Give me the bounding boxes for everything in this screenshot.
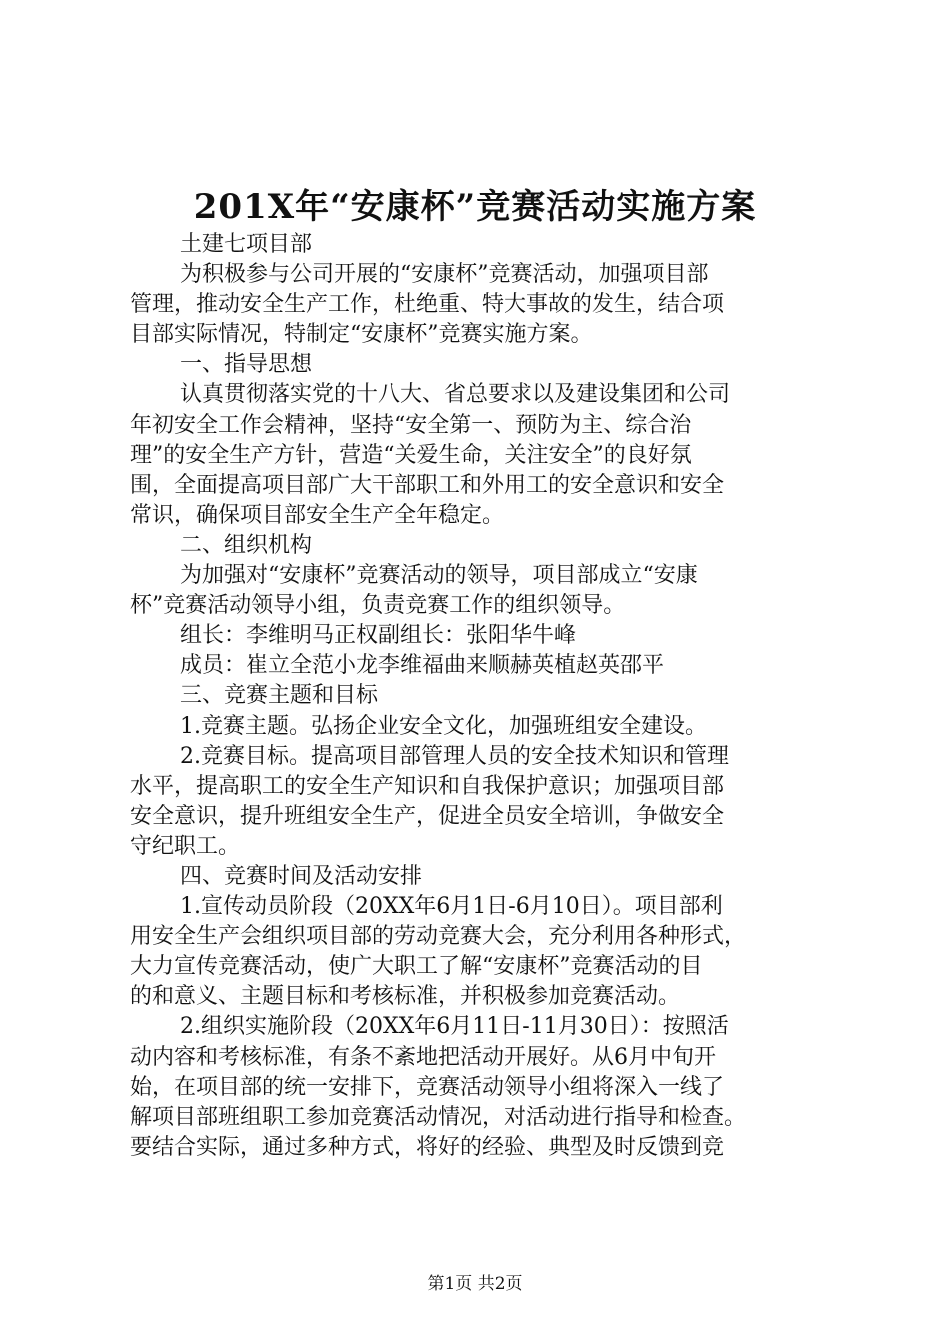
body-line: 始，在项目部的统一安排下，竞赛活动领导小组将深入一线了 [130,1074,725,1100]
document-body [130,230,830,1163]
body-line: 目部实际情况，特制定“安康杯”竞赛实施方案。 [130,322,593,348]
body-line: 大力宣传竞赛活动，使广大职工了解“安康杯”竞赛活动的目 [130,954,703,980]
body-line: 1.竞赛主题。弘扬企业安全文化，加强班组安全建设。 [180,713,707,739]
body-line: 围，全面提高项目部广大干部职工和外用工的安全意识和安全 [130,472,725,498]
body-line: 解项目部班组职工参加竞赛活动情况，对活动进行指导和检查。 [130,1104,747,1130]
body-line: 要结合实际，通过多种方式，将好的经验、典型及时反馈到竞 [130,1134,725,1160]
body-line: 2.竞赛目标。提高项目部管理人员的安全技术知识和管理 [180,743,729,769]
body-line: 动内容和考核标准，有条不紊地把活动开展好。从6月中旬开 [130,1044,716,1070]
body-line: 四、竞赛时间及活动安排 [180,863,423,889]
body-line: 年初安全工作会精神，坚持“安全第一、预防为主、综合治 [130,412,692,438]
body-line: 一、指导思想 [180,352,313,378]
body-line: 为积极参与公司开展的“安康杯”竞赛活动，加强项目部 [180,262,709,288]
body-line: 安全意识，提升班组安全生产，促进全员安全培训，争做安全 [130,803,725,829]
body-line: 常识，确保项目部安全生产全年稳定。 [130,502,505,528]
document-title: 201X年“安康杯”竞赛活动实施方案 [193,187,757,227]
body-line: 三、竞赛主题和目标 [180,683,379,709]
body-line: 管理，推动安全生产工作，杜绝重、特大事故的发生，结合项 [130,292,725,318]
body-line: 二、组织机构 [180,532,313,558]
body-line: 水平，提高职工的安全生产知识和自我保护意识；加强项目部 [130,773,725,799]
body-line: 杯”竞赛活动领导小组，负责竞赛工作的组织领导。 [130,593,626,619]
body-line: 用安全生产会组织项目部的劳动竞赛大会，充分利用各种形式， [130,924,747,950]
body-line: 的和意义、主题目标和考核标准，并积极参加竞赛活动。 [130,984,681,1010]
body-line: 理”的安全生产方针，营造“关爱生命，关注安全”的良好氛 [130,442,692,468]
body-line: 1.宣传动员阶段（20XX年6月1日-6月10日）。项目部利 [180,894,723,920]
body-line: 守纪职工。 [130,833,241,859]
body-line: 土建七项目部 [180,232,313,257]
body-line: 成员：崔立全范小龙李维福曲来顺赫英植赵英邵平 [180,653,665,679]
page-footer: 第1页 共2页 [427,1274,523,1294]
body-line: 认真贯彻落实党的十八大、省总要求以及建设集团和公司 [180,382,731,408]
body-line: 为加强对“安康杯”竞赛活动的领导，项目部成立“安康 [180,563,698,589]
body-line: 组长：李维明马正权副组长：张阳华牛峰 [180,623,577,649]
body-line: 2.组织实施阶段（20XX年6月11日-11月30日）：按照活 [180,1014,729,1040]
